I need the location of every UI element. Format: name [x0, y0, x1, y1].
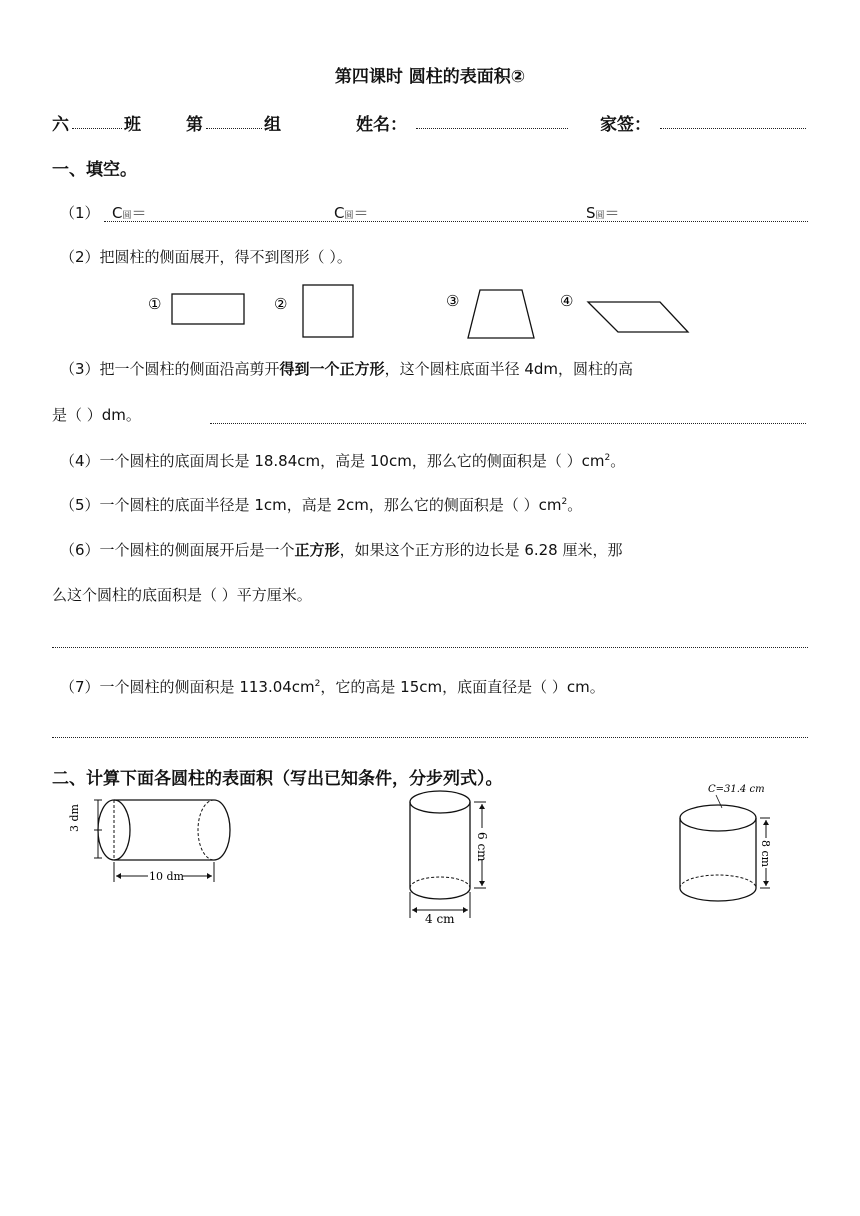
- class-label: 班: [124, 115, 141, 135]
- fig1-height-label: 3 dm: [68, 804, 81, 832]
- shape-number: ①: [148, 295, 162, 313]
- fig2-diameter-label: 4 cm: [425, 912, 455, 926]
- shape-number: ③: [446, 292, 460, 310]
- group-label: 组: [264, 115, 281, 135]
- group-prefix: 第: [186, 115, 203, 135]
- q1-s: S圆＝: [586, 204, 620, 222]
- sign-label: 家签：: [600, 115, 651, 135]
- q1-number: （1）: [60, 204, 100, 222]
- shape-option-trapezoid[interactable]: [446, 290, 534, 338]
- fig3-height-label: 8 cm: [759, 840, 772, 868]
- question-4: （4）一个圆柱的底面周长是 18.84cm，高是 10cm，那么它的侧面积是（ ）$cm^2$。: [60, 452, 626, 470]
- question-6-line2: 么这个圆柱的底面积是（ ）平方厘米。: [52, 586, 312, 604]
- q3-answer-line[interactable]: [210, 423, 806, 424]
- question-6-line1: （6）一个圆柱的侧面展开后是一个正方形，如果这个正方形的边长是 6.28 厘米，那: [60, 541, 623, 559]
- figure-cylinder-circumference: [672, 778, 782, 906]
- page-title: 第四课时 圆柱的表面积②: [334, 67, 526, 87]
- class-blank[interactable]: [72, 128, 122, 129]
- q1-c1: C圆＝: [112, 204, 147, 222]
- name-blank[interactable]: [416, 128, 568, 129]
- shape-option-square[interactable]: [274, 285, 353, 337]
- shape-number: ④: [560, 292, 574, 310]
- question-5: （5）一个圆柱的底面半径是 1cm，高是 2cm，那么它的侧面积是（ ）$cm^2$。: [60, 496, 583, 514]
- q6-answer-line[interactable]: [52, 647, 808, 648]
- figure-vertical-cylinder: [402, 786, 502, 928]
- q2-shape-options: [140, 280, 700, 342]
- shape-number: ②: [274, 295, 288, 313]
- section1-heading: 一、填空。: [52, 160, 137, 180]
- fig3-circumference-label: C=31.4 cm: [708, 784, 765, 795]
- shape-option-rectangle[interactable]: [148, 294, 244, 324]
- fig2-height-label: 6 cm: [475, 832, 489, 862]
- sign-blank[interactable]: [660, 128, 806, 129]
- question-3-line1: （3）把一个圆柱的侧面沿高剪开得到一个正方形，这个圆柱底面半径 4dm，圆柱的高: [60, 360, 634, 378]
- figure-horizontal-cylinder: [64, 796, 244, 888]
- question-7: （7）一个圆柱的侧面积是 $113.04cm^2$，它的高是 15cm，底面直径是（ ）cm。: [60, 678, 605, 696]
- q7-answer-line[interactable]: [52, 737, 808, 738]
- group-blank[interactable]: [206, 128, 262, 129]
- fig1-length-label: 10 dm: [149, 870, 184, 883]
- grade-label: 六: [52, 115, 69, 135]
- question-3-line2: 是（ ）dm。: [52, 406, 141, 424]
- name-label: 姓名：: [356, 115, 407, 135]
- shape-option-parallelogram[interactable]: [560, 292, 688, 332]
- question-2: （2）把圆柱的侧面展开，得不到图形（ ）。: [60, 248, 352, 266]
- q1-c2: C圆＝: [334, 204, 369, 222]
- section2-heading: 二、计算下面各圆柱的表面积（写出已知条件，分步列式）。: [52, 769, 503, 789]
- q1-answer-line[interactable]: [104, 221, 808, 222]
